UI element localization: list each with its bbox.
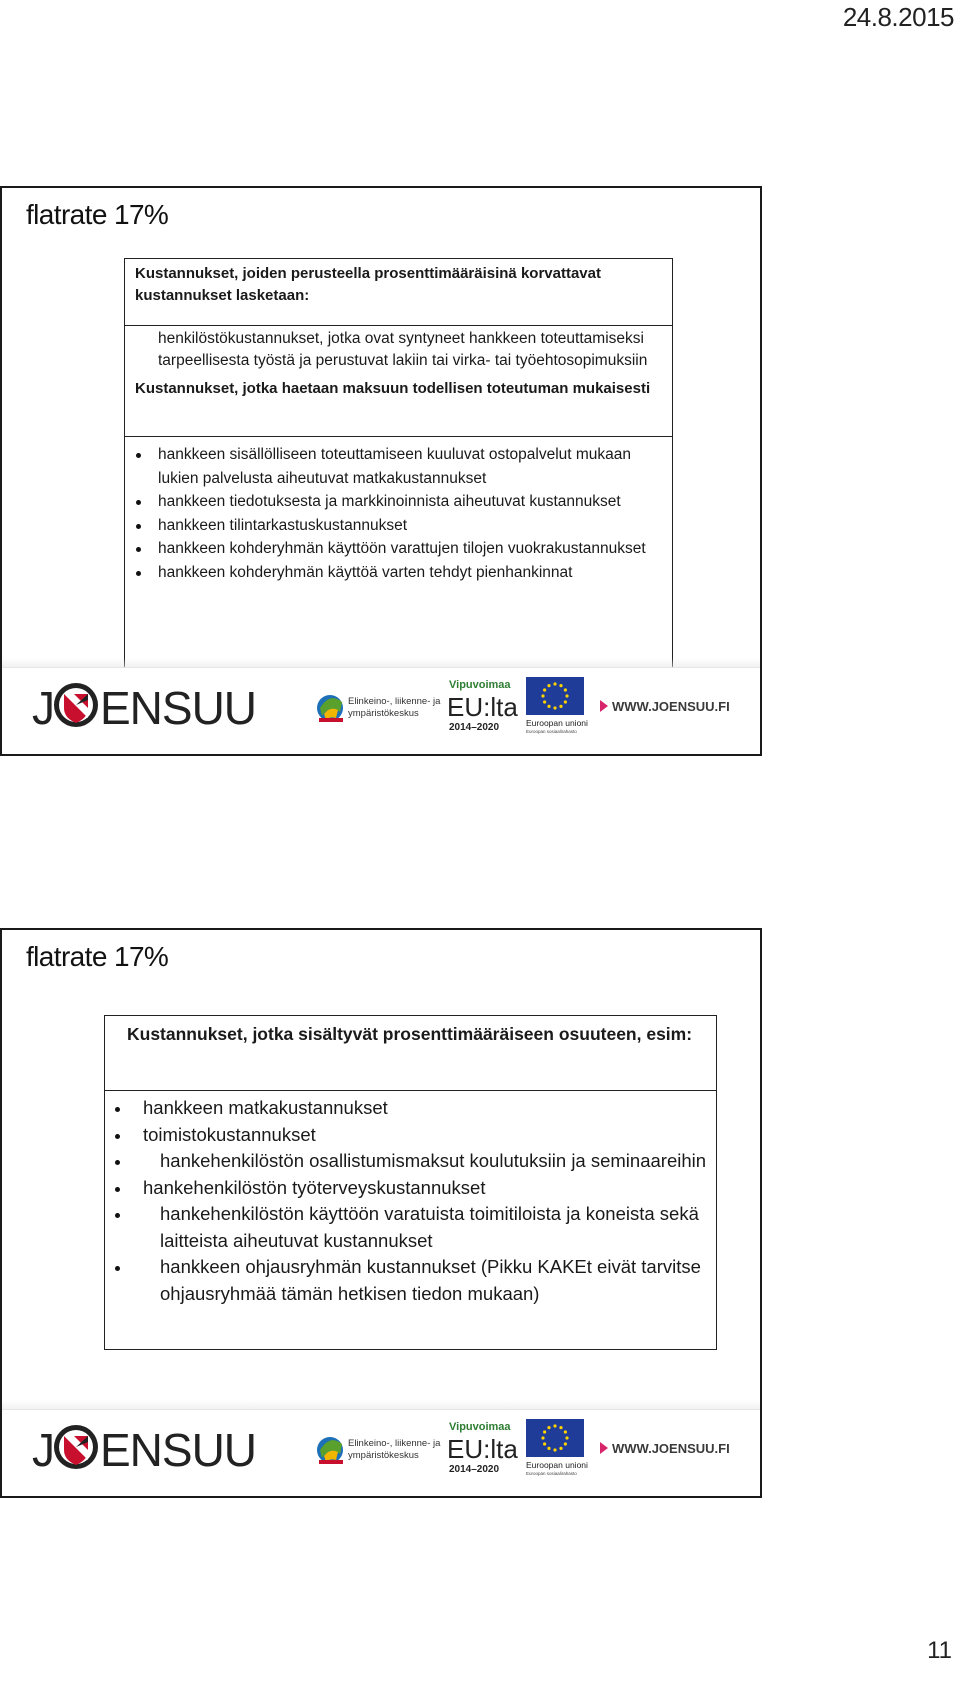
eu-star-icon bbox=[547, 684, 550, 687]
list-item-text: hankehenkilöstön käyttöön varatuista toimitiloista ja koneista sekä laitteista aiheutuvat kustannukset bbox=[160, 1203, 699, 1251]
arrow-icon bbox=[600, 1442, 608, 1454]
joensuu-logo bbox=[32, 678, 257, 734]
eu-star-icon bbox=[564, 1430, 567, 1433]
list-item-text: hankkeen ohjausryhmän kustannukset (Pikku KAKEt eivät tarvitse ohjausryhmää tämän hetkisen tiedon mukaan) bbox=[160, 1256, 701, 1304]
bullet-dot-icon bbox=[115, 1213, 120, 1218]
personnel-costs-paragraph: henkilöstökustannukset, jotka ovat syntyneet hankkeen toteuttamiseksi tarpeellisesta työstä ja perustuvat lakiin tai virka- tai työehtosopimuksiin bbox=[158, 330, 648, 369]
bullet-dot-icon bbox=[136, 571, 141, 576]
eu-star-icon bbox=[543, 1442, 546, 1445]
eu-star-icon bbox=[559, 684, 562, 687]
eu-name: Euroopan unioni bbox=[526, 1460, 588, 1470]
header-date: 24.8.2015 bbox=[842, 2, 954, 32]
section-heading: Kustannukset, jotka haetaan maksuun todellisen toteutuman mukaisesti bbox=[125, 372, 672, 437]
content-box bbox=[124, 258, 673, 673]
list-item-text: hankkeen matkakustannukset bbox=[143, 1097, 388, 1118]
bullet-dot-icon bbox=[115, 1107, 120, 1112]
eu-fund: Euroopan sosiaalirahasto bbox=[526, 1471, 577, 1476]
website-logo bbox=[598, 1438, 733, 1458]
ely-line-1: Elinkeino-, liikenne- ja bbox=[348, 696, 441, 707]
list-item bbox=[125, 490, 672, 514]
ely-line-2: ympäristökeskus bbox=[348, 708, 419, 719]
vipu-years: 2014–2020 bbox=[449, 1464, 500, 1475]
vipu-title: Vipuvoimaa bbox=[449, 1421, 511, 1433]
bullet-dot-icon bbox=[136, 453, 141, 458]
bullet-dot-icon bbox=[115, 1266, 120, 1271]
list-item-text: hankkeen sisällölliseen toteuttamiseen kuuluvat ostopalvelut mukaan lukien palvelusta aiheutuvat matkakustannukset bbox=[158, 446, 632, 487]
joensuu-logo bbox=[32, 1420, 257, 1476]
eu-flag-icon bbox=[526, 677, 584, 715]
bullet-dot-icon bbox=[115, 1160, 120, 1165]
bullet-list bbox=[125, 437, 672, 584]
ely-logo bbox=[316, 1430, 441, 1466]
eu-star-icon bbox=[559, 1447, 562, 1450]
ely-logo-icon bbox=[317, 1437, 343, 1464]
page-number: 11 bbox=[927, 1637, 952, 1664]
joensuu-shield-icon bbox=[54, 683, 98, 727]
list-item-text: hankehenkilöstön osallistumismaksut koulutuksiin ja seminaareihin bbox=[160, 1150, 707, 1171]
ely-line-2: ympäristökeskus bbox=[348, 1450, 419, 1461]
eu-star-icon bbox=[565, 1436, 568, 1439]
joensuu-shield-icon bbox=[54, 1425, 98, 1469]
svg-text:ENSUU: ENSUU bbox=[100, 1424, 257, 1476]
vipuvoimaa-logo bbox=[447, 1418, 518, 1478]
vipu-big: EU:lta bbox=[447, 1434, 518, 1464]
eu-star-icon bbox=[564, 688, 567, 691]
eu-fund: Euroopan sosiaalirahasto bbox=[526, 729, 577, 734]
slide-title: flatrate 17% bbox=[26, 941, 169, 972]
list-item bbox=[105, 1201, 716, 1254]
eu-star-icon bbox=[553, 1424, 556, 1427]
list-item-text: hankkeen tilintarkastuskustannukset bbox=[158, 516, 408, 534]
ely-logo-icon bbox=[317, 695, 343, 722]
eu-star-icon bbox=[543, 700, 546, 703]
eu-star-icon bbox=[547, 705, 550, 708]
footer-logos bbox=[2, 667, 760, 754]
svg-text:ENSUU: ENSUU bbox=[100, 682, 257, 734]
eu-logo bbox=[525, 1418, 587, 1478]
list-item bbox=[105, 1175, 716, 1202]
bullet-dot-icon bbox=[136, 524, 141, 529]
eu-name: Euroopan unioni bbox=[526, 718, 588, 728]
ely-line-1: Elinkeino-, liikenne- ja bbox=[348, 1438, 441, 1449]
footer-logos bbox=[2, 1409, 760, 1496]
eu-star-icon bbox=[543, 1430, 546, 1433]
eu-flag-icon bbox=[526, 1419, 584, 1457]
list-item bbox=[105, 1148, 716, 1175]
vipu-years: 2014–2020 bbox=[449, 722, 500, 733]
website-text: WWW.JOENSUU.FI bbox=[612, 699, 730, 714]
svg-text:J: J bbox=[32, 682, 54, 734]
slide-title: flatrate 17% bbox=[26, 199, 169, 230]
list-item-text: hankehenkilöstön työterveyskustannukset bbox=[143, 1176, 486, 1198]
box-header: Kustannukset, joiden perusteella prosenttimääräisinä korvattavat kustannukset lasketaan: bbox=[125, 259, 672, 326]
list-item-text: hankkeen kohderyhmän käyttöä varten tehdyt pienhankinnat bbox=[158, 563, 573, 581]
slide-1 bbox=[0, 186, 762, 756]
bullet-dot-icon bbox=[115, 1187, 120, 1192]
eu-star-icon bbox=[541, 1436, 544, 1439]
svg-text:J: J bbox=[32, 1424, 54, 1476]
bullet-list bbox=[105, 1091, 716, 1307]
eu-star-icon bbox=[553, 1448, 556, 1451]
list-item bbox=[105, 1254, 716, 1307]
list-item bbox=[125, 443, 672, 490]
eu-star-icon bbox=[565, 694, 568, 697]
eu-logo bbox=[525, 676, 587, 736]
bullet-dot-icon bbox=[115, 1134, 120, 1139]
list-item-text: hankkeen tiedotuksesta ja markkinoinnista aiheutuvat kustannukset bbox=[158, 493, 621, 510]
list-item bbox=[125, 561, 672, 585]
eu-star-icon bbox=[543, 688, 546, 691]
ely-logo bbox=[316, 688, 441, 724]
list-item-text: toimistokustannukset bbox=[143, 1123, 316, 1145]
vipu-title: Vipuvoimaa bbox=[449, 679, 511, 691]
eu-star-icon bbox=[564, 1442, 567, 1445]
list-item-text: hankkeen kohderyhmän käyttöön varattujen tilojen vuokrakustannukset bbox=[158, 540, 646, 557]
list-item bbox=[105, 1095, 716, 1122]
eu-star-icon bbox=[547, 1426, 550, 1429]
slide-2 bbox=[0, 928, 762, 1498]
list-item bbox=[105, 1122, 716, 1149]
arrow-icon bbox=[600, 700, 608, 712]
bullet-dot-icon bbox=[136, 500, 141, 505]
list-item bbox=[125, 514, 672, 538]
website-text: WWW.JOENSUU.FI bbox=[612, 1441, 730, 1456]
bullet-dot-icon bbox=[136, 547, 141, 552]
eu-star-icon bbox=[553, 706, 556, 709]
eu-star-icon bbox=[564, 700, 567, 703]
box-header: Kustannukset, jotka sisältyvät prosenttimääräiseen osuuteen, esim: bbox=[105, 1016, 716, 1091]
eu-star-icon bbox=[541, 694, 544, 697]
list-item bbox=[125, 537, 672, 561]
eu-star-icon bbox=[547, 1447, 550, 1450]
vipuvoimaa-logo bbox=[447, 676, 518, 736]
website-logo bbox=[598, 696, 733, 716]
eu-star-icon bbox=[553, 682, 556, 685]
content-box bbox=[104, 1015, 717, 1350]
eu-star-icon bbox=[559, 705, 562, 708]
eu-star-icon bbox=[559, 1426, 562, 1429]
vipu-big: EU:lta bbox=[447, 692, 518, 722]
